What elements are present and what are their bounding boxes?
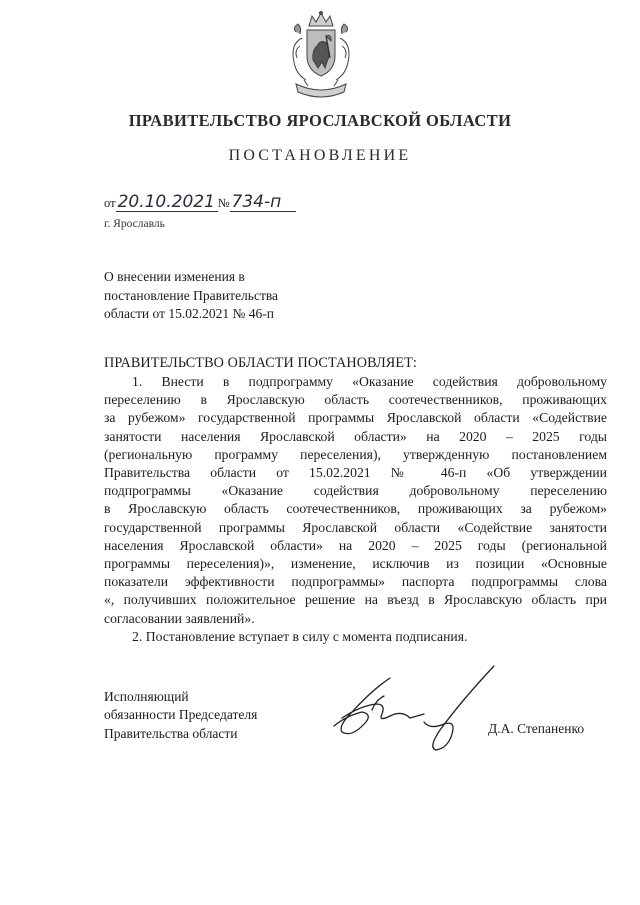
body-line: за рубежом» государственной программы Ярославской области «Содействие xyxy=(104,410,607,426)
body-line: показатели эффективности подпрограммы» паспорта подпрограммы слова xyxy=(104,574,607,590)
date-prefix: от xyxy=(104,196,116,210)
document-body xyxy=(104,373,607,646)
signer-name: Д.А. Степаненко xyxy=(488,721,585,736)
signer-title-line: Исполняющий xyxy=(104,689,189,704)
body-line: Правительства области от 15.02.2021 № 46-п «Об утверждении xyxy=(104,465,607,481)
signer-title-line: Правительства области xyxy=(104,725,238,741)
handwritten-date: 20.10.2021 xyxy=(116,194,218,212)
body-line: «, получивших положительное решение на въезд в Ярославскую область при xyxy=(104,592,607,608)
resolution-heading: ПРАВИТЕЛЬСТВО ОБЛАСТИ ПОСТАНОВЛЯЕТ: xyxy=(104,355,417,371)
document-subject xyxy=(104,268,278,324)
body-line: 2. Постановление вступает в силу с момента подписания. xyxy=(132,628,468,644)
handwritten-number: 734-п xyxy=(230,194,296,212)
body-line: занятости населения Ярославской области» на 2020 – 2025 годы xyxy=(104,428,607,444)
handwritten-signature xyxy=(312,660,512,760)
body-line: населения Ярославской области» на 2020 – 2025 годы (региональной xyxy=(104,537,607,553)
body-line: (региональную программу переселения), утвержденную постановлением xyxy=(104,446,607,462)
body-line: согласовании заявлений». xyxy=(104,610,255,626)
signer-title xyxy=(104,688,257,743)
subject-line: постановление Правительства xyxy=(104,287,279,303)
date-number-line xyxy=(104,194,296,212)
body-line: переселению в Ярославскую область соотечественников, проживающих xyxy=(104,392,607,408)
number-prefix: № xyxy=(217,196,230,210)
body-line: государственной программы Ярославской области «Содействие занятости xyxy=(104,519,607,535)
subject-line: области от 15.02.2021 № 46-п xyxy=(104,306,274,322)
body-line: подпрограммы «Оказание содействия добровольному переселению xyxy=(104,483,607,499)
body-line: в Ярославскую область соотечественников, проживающих за рубежом» xyxy=(104,501,607,517)
signer-title-line: обязанности Председателя xyxy=(104,707,258,723)
document-type: ПОСТАНОВЛЕНИЕ xyxy=(228,147,412,164)
subject-line: О внесении изменения в xyxy=(104,269,245,284)
body-line: 1. Внести в подпрограмму «Оказание содействия добровольному xyxy=(132,374,607,389)
body-line: программы переселения)», изменение, исключив из позиции «Основные xyxy=(104,556,607,572)
city-label: г. Ярославль xyxy=(104,218,165,230)
coat-of-arms-emblem xyxy=(282,10,360,106)
government-title: ПРАВИТЕЛЬСТВО ЯРОСЛАВСКОЙ ОБЛАСТИ xyxy=(128,111,512,130)
